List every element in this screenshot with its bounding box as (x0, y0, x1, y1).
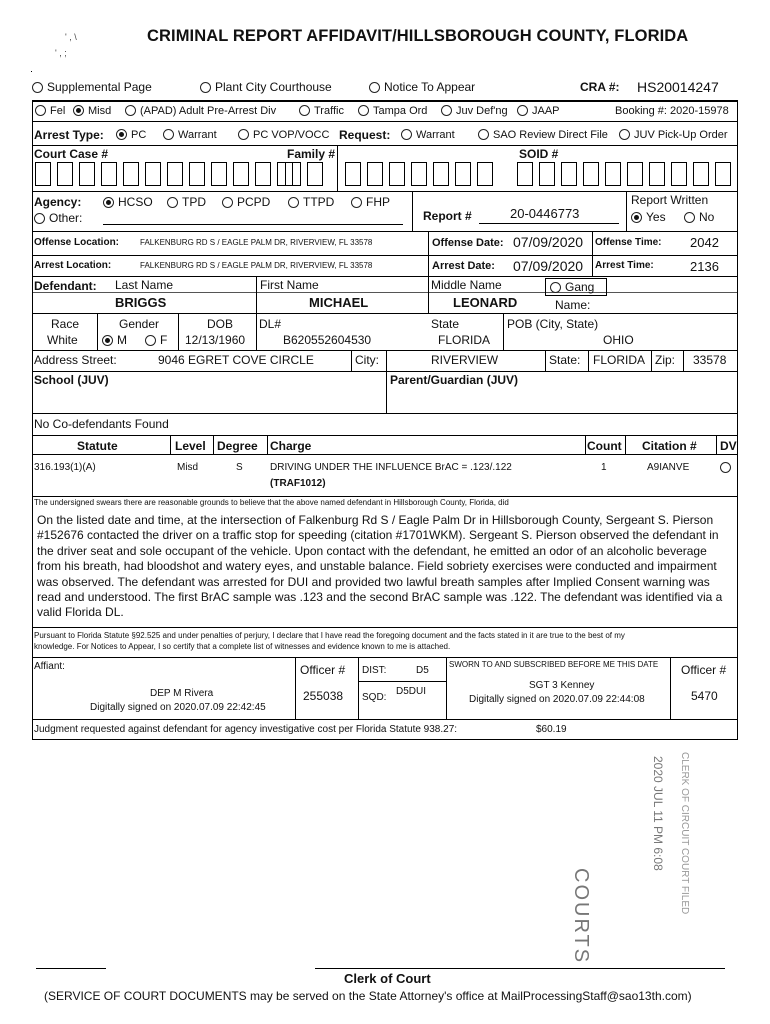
city-label: City: (355, 353, 379, 367)
middle-name-label: Middle Name (431, 278, 502, 292)
soid-label: SOID # (519, 147, 559, 161)
gender-label: Gender (119, 317, 160, 331)
city-value: RIVERVIEW (431, 353, 499, 367)
notice-label: Notice To Appear (384, 80, 476, 94)
apad-radio[interactable] (125, 105, 136, 116)
charge-degree: S (236, 462, 243, 473)
col-charge: Charge (270, 439, 312, 453)
first-name-value: MICHAEL (309, 295, 369, 310)
supplemental-radio[interactable] (32, 82, 43, 93)
pcpd-option[interactable] (222, 195, 270, 209)
judgment-amount: $60.19 (536, 724, 567, 735)
officer-value: 255038 (303, 689, 344, 703)
declaration-line-1: Pursuant to Florida Statute §92.525 and under penalties of perjury, I declare that I have read the foregoing document and the facts stated in it are true to the best of my (34, 631, 625, 640)
sworn-statement: The undersigned swears there are reasonable grounds to believe that the above named defendant in Hillsborough County, Florida, did (34, 498, 509, 507)
last-name-value: BRIGGS (115, 295, 167, 310)
state-value: FLORIDA (438, 333, 491, 347)
sao-label: SAO Review Direct File (493, 129, 608, 141)
zip-value: 33578 (693, 353, 727, 367)
arrest-time-label: Arrest Time: (595, 260, 654, 271)
fhp-option[interactable] (351, 195, 390, 209)
address-label: Address Street: (34, 353, 117, 367)
dist-label: DIST: (362, 665, 387, 676)
juv-pickup-option[interactable] (619, 129, 728, 141)
warrant-label: Warrant (178, 129, 217, 141)
offense-location-value: FALKENBURG RD S / EAGLE PALM DR, RIVERVIEW, FL 33578 (140, 238, 373, 247)
misd-radio[interactable] (73, 105, 84, 116)
pc-radio[interactable] (116, 129, 127, 140)
fhp-label: FHP (366, 195, 390, 209)
charge-code: (TRAF1012) (270, 478, 326, 489)
written-no-radio[interactable] (684, 212, 695, 223)
family-label: Family # (287, 147, 336, 161)
gang-label: Gang (565, 280, 595, 294)
plant-city-label: Plant City Courthouse (215, 80, 332, 94)
dob-label: DOB (207, 317, 234, 331)
jaap-radio[interactable] (517, 105, 528, 116)
offense-date-value: 07/09/2020 (513, 234, 584, 250)
sao-option[interactable] (478, 129, 608, 141)
dl-value: B620552604530 (283, 333, 372, 347)
gang-name-label: Name: (555, 298, 591, 312)
plant-city-radio[interactable] (200, 82, 211, 93)
scan-marks-2: ' , ; (55, 48, 67, 58)
arrest-location-value: FALKENBURG RD S / EAGLE PALM DR, RIVERVIEW, FL 33578 (140, 261, 373, 270)
warrant-radio[interactable] (163, 129, 174, 140)
offense-location-label: Offense Location: (34, 237, 120, 248)
tampa-option[interactable] (358, 105, 427, 117)
notice-radio[interactable] (369, 82, 380, 93)
school-label: School (JUV) (34, 373, 109, 387)
other-agency-line[interactable] (103, 224, 403, 225)
declaration-line-2: knowledge. For Notices to Appear, I so certify that a complete list of witnesses and evidence known to me is attached. (34, 642, 451, 651)
pc-label: PC (131, 129, 147, 141)
margin-mark (31, 71, 34, 72)
juv-option[interactable] (441, 105, 508, 117)
sworn-name: SGT 3 Kenney (529, 680, 595, 691)
apad-label: (APAD) Adult Pre-Arrest Div (140, 105, 277, 117)
addr-state-value: FLORIDA (593, 353, 646, 367)
charge-citation: A9IANVE (647, 462, 690, 473)
zip-label: Zip: (655, 353, 676, 367)
footer-rule-left (36, 968, 106, 969)
report-form (32, 100, 738, 740)
traffic-radio[interactable] (299, 105, 310, 116)
page-title: CRIMINAL REPORT AFFIDAVIT/HILLSBOROUGH COUNTY, FLORIDA (147, 27, 689, 45)
misd-label: Misd (88, 105, 112, 117)
charge-statute: 316.193(1)(A) (34, 462, 96, 473)
pcpd-label: PCPD (237, 195, 271, 209)
ttpd-option[interactable] (288, 195, 334, 209)
other-label: Other: (49, 211, 83, 225)
booking-number: Booking #: 2020-15978 (615, 105, 729, 117)
sworn-label: SWORN TO AND SUBSCRIBED BEFORE ME THIS DATE (449, 660, 659, 669)
offense-time-value: 2042 (690, 235, 719, 250)
male-radio[interactable] (102, 335, 113, 346)
female-radio[interactable] (145, 335, 156, 346)
fel-radio[interactable] (35, 105, 46, 116)
juv-label: Juv Def'ng (456, 105, 508, 117)
ttpd-radio[interactable] (288, 197, 299, 208)
court-case-label: Court Case # (34, 147, 109, 161)
race-value: White (47, 333, 78, 347)
sworn-signed: Digitally signed on 2020.07.09 22:44:08 (469, 694, 645, 705)
officer2-value: 5470 (691, 689, 718, 703)
filed-clerk-stamp: CLERK OF CIRCUIT COURT FILED (679, 752, 690, 915)
parent-label: Parent/Guardian (JUV) (390, 373, 519, 387)
scan-marks: ' , \ (65, 32, 77, 42)
affiant-label: Affiant: (34, 661, 65, 672)
middle-name-value: LEONARD (453, 295, 518, 310)
charge-description: DRIVING UNDER THE INFLUENCE BrAC = .123/.122 (270, 462, 512, 473)
report-number-value: 20-0446773 (510, 206, 580, 221)
dv-option[interactable] (720, 460, 735, 474)
req-warrant-label: Warrant (416, 129, 455, 141)
addr-state-label: State: (549, 353, 581, 367)
dv-radio[interactable] (720, 462, 731, 473)
report-written-label: Report Written (631, 193, 709, 207)
warrant-option[interactable] (163, 129, 217, 141)
apad-option[interactable] (125, 105, 276, 117)
fel-option[interactable] (35, 105, 65, 117)
cra-value: HS20014247 (637, 79, 719, 95)
charge-count: 1 (601, 462, 607, 473)
female-option[interactable] (145, 333, 167, 347)
tampa-label: Tampa Ord (373, 105, 428, 117)
pcvop-option[interactable] (238, 129, 329, 141)
col-count: Count (587, 439, 622, 453)
pcvop-radio[interactable] (238, 129, 249, 140)
col-level: Level (175, 439, 206, 453)
hcso-radio[interactable] (103, 197, 114, 208)
affiant-signed: Digitally signed on 2020.07.09 22:42:45 (90, 702, 266, 713)
jaap-option[interactable] (517, 105, 560, 117)
male-option[interactable] (102, 333, 127, 347)
footer-rule-right (315, 968, 725, 969)
officer-label: Officer # (300, 663, 346, 677)
req-warrant-option[interactable] (401, 129, 455, 141)
male-label: M (117, 333, 127, 347)
supplemental-option[interactable] (32, 80, 152, 94)
fhp-radio[interactable] (351, 197, 362, 208)
arrest-date-label: Arrest Date: (432, 260, 495, 272)
defendant-label: Defendant: (34, 279, 97, 293)
written-yes-label: Yes (646, 210, 666, 224)
judgment-text: Judgment requested against defendant for agency investigative cost per Florida Statute 938.27: (34, 724, 458, 735)
arrest-date-value: 07/09/2020 (513, 258, 584, 274)
other-radio[interactable] (34, 213, 45, 224)
col-dv: DV (720, 439, 737, 453)
written-yes-option[interactable] (631, 210, 666, 224)
gang-radio[interactable] (550, 282, 561, 293)
charge-level: Misd (177, 462, 199, 473)
juv-radio[interactable] (441, 105, 452, 116)
tpd-option[interactable] (167, 195, 206, 209)
hcso-option[interactable] (103, 195, 153, 209)
fel-label: Fel (50, 105, 66, 117)
tampa-radio[interactable] (358, 105, 369, 116)
filed-date-stamp: 2020 JUL 11 PM 6:08 (651, 756, 665, 871)
dl-label: DL# (259, 317, 282, 331)
tpd-label: TPD (182, 195, 206, 209)
jaap-label: JAAP (532, 105, 560, 117)
officer2-label: Officer # (681, 663, 727, 677)
hcso-label: HCSO (118, 195, 153, 209)
dist-value: D5 (416, 665, 429, 676)
juv-pickup-label: JUV Pick-Up Order (634, 129, 728, 141)
other-option[interactable] (34, 211, 82, 225)
agency-label: Agency: (34, 195, 82, 209)
affiant-name: DEP M Rivera (150, 688, 214, 699)
female-label: F (160, 333, 168, 347)
dob-value: 12/13/1960 (185, 333, 246, 347)
pcvop-label: PC VOP/VOCC (253, 129, 330, 141)
offense-date-label: Offense Date: (432, 237, 504, 249)
last-name-label: Last Name (115, 278, 174, 292)
race-label: Race (51, 317, 80, 331)
col-degree: Degree (217, 439, 258, 453)
service-notice: (SERVICE OF COURT DOCUMENTS may be served on the State Attorney's office at MailProcessingStaff@sao13th.com) (44, 989, 692, 1003)
codefendants-text: No Co-defendants Found (34, 417, 169, 431)
supplemental-label: Supplemental Page (47, 80, 152, 94)
address-value: 9046 EGRET COVE CIRCLE (158, 353, 314, 367)
written-yes-radio[interactable] (631, 212, 642, 223)
arrest-location-label: Arrest Location: (34, 260, 112, 271)
ttpd-label: TTPD (303, 195, 335, 209)
traffic-label: Traffic (314, 105, 344, 117)
gang-option[interactable] (550, 280, 594, 294)
notice-option[interactable] (369, 80, 475, 94)
col-statute: Statute (77, 439, 118, 453)
pob-label: POB (City, State) (507, 317, 599, 331)
arrest-type-label: Arrest Type: (34, 128, 104, 142)
misd-option[interactable] (73, 105, 111, 117)
written-no-option[interactable] (684, 210, 714, 224)
sao-radio[interactable] (478, 129, 489, 140)
sqd-value: D5DUI (396, 686, 427, 697)
col-citation: Citation # (642, 439, 697, 453)
state-label: State (431, 317, 460, 331)
offense-time-label: Offense Time: (595, 237, 662, 248)
pob-value: OHIO (603, 333, 634, 347)
arrest-time-value: 2136 (690, 259, 719, 274)
pcpd-radio[interactable] (222, 197, 233, 208)
written-no-label: No (699, 210, 715, 224)
req-warrant-radio[interactable] (401, 129, 412, 140)
courts-stamp: COURTS (570, 868, 592, 965)
report-number-label: Report # (423, 209, 472, 223)
pc-option[interactable] (116, 129, 146, 141)
first-name-label: First Name (260, 278, 319, 292)
traffic-option[interactable] (299, 105, 344, 117)
clerk-of-court-label: Clerk of Court (344, 971, 431, 986)
sqd-label: SQD: (362, 692, 387, 703)
cra-label: CRA #: (580, 80, 620, 94)
narrative-text: On the listed date and time, at the intersection of Falkenburg Rd S / Eagle Palm Dr in Hillsborough County, Sergeant S. Pierson #152676 contacted the driver on a traffic stop for speeding (citation #1701WKM). Sergeant S. Pierson observed the defendant in the driver seat and sole occupant of the vehicle. Upon contact with the defendant, he emitted an odor of an alcoholic beverage from his breath, had bloodshot and watery eyes, and unstable balance. Field sobriety exercises were conducted and impairment was observed. The defendant was arrested for DUI and provided two lawful breath samples after Implied Consent warning was read and understood. The first BrAC sample was .123 and the second BrAC sample was .122. The defendant was identified via a valid Florida DL. (37, 513, 723, 620)
tpd-radio[interactable] (167, 197, 178, 208)
plant-city-option[interactable] (200, 80, 332, 94)
request-label: Request: (339, 128, 391, 142)
juv-pickup-radio[interactable] (619, 129, 630, 140)
